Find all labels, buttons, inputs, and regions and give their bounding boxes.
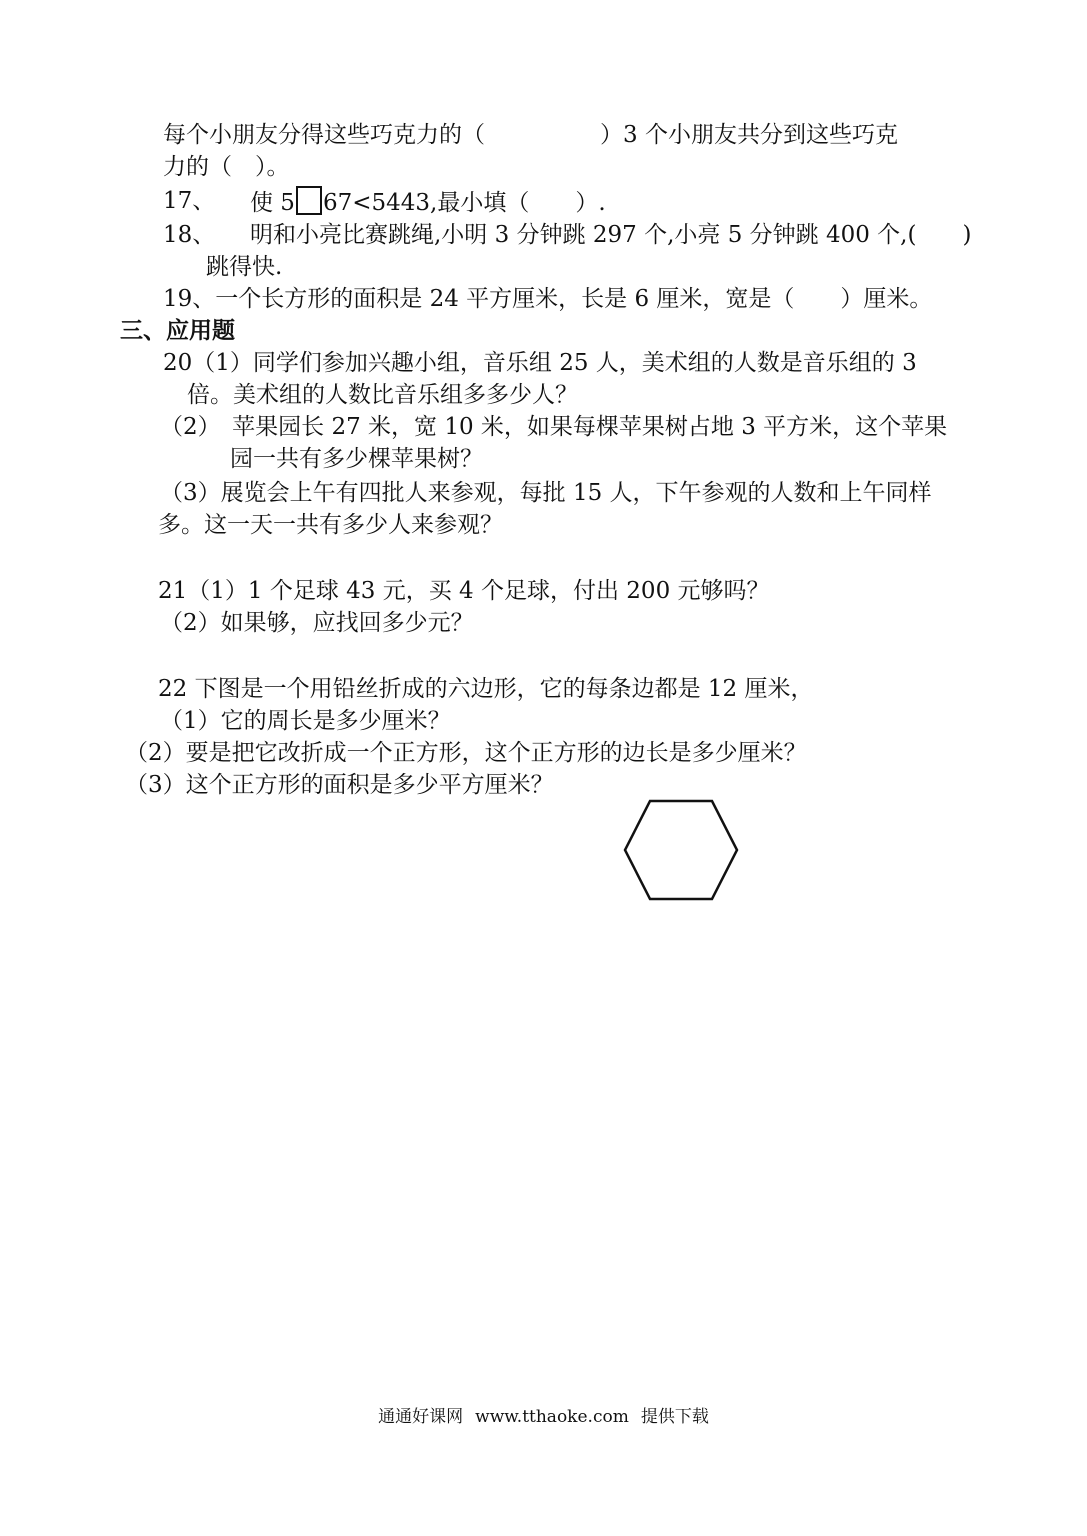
q18-line-2: 跳得快.: [206, 254, 283, 280]
q22-3-text: （3）这个正方形的面积是多少平方厘米？: [125, 772, 554, 798]
q19-text: 19、一个长方形的面积是 24 平方厘米，长是 6 厘米，宽是（ ）厘米。: [163, 286, 933, 312]
q20-2-line-1: （2） 苹果园长 27 米，宽 10 米，如果每棵苹果树占地 3 平方米，这个苹果: [160, 414, 948, 440]
q16-line-2: 力的（ ）。: [163, 154, 290, 180]
q20-1-line-2: 倍。美术组的人数比音乐组多多少人？: [187, 382, 578, 408]
q17-number: 17、: [163, 188, 216, 214]
q21-1-text: 21（1）1 个足球 43 元，买 4 个足球，付出 200 元够吗？: [158, 578, 770, 604]
q18-number: 18、: [163, 222, 216, 248]
footer-url[interactable]: www.tthaoke.com: [475, 1407, 629, 1427]
q22-text: 22 下图是一个用铅丝折成的六边形，它的每条边都是 12 厘米，: [158, 676, 814, 702]
page-footer: [0, 1406, 1087, 1428]
hexagon-shape: [625, 801, 737, 899]
answer-box: [296, 186, 322, 215]
q20-3-line-1: （3）展览会上午有四批人来参观，每批 15 人，下午参观的人数和上午同样: [160, 480, 932, 506]
hexagon-figure: [620, 796, 742, 904]
q16-line-1: 每个小朋友分得这些巧克力的（ ）3 个小朋友共分到这些巧克: [163, 122, 898, 148]
q20-1-line-1: 20（1）同学们参加兴趣小组，音乐组 25 人，美术组的人数是音乐组的 3: [163, 350, 917, 376]
q17-suffix: 67<5443,最小填（ ）.: [322, 190, 606, 216]
q17-text: [250, 186, 606, 218]
q20-2-line-2: 园一共有多少棵苹果树？: [230, 446, 483, 472]
q22-1-text: （1）它的周长是多少厘米？: [160, 708, 451, 734]
footer-tagline: 提供下载: [640, 1407, 709, 1427]
footer-site-name: 通通好课网: [378, 1407, 464, 1427]
q18-line-1: 明和小亮比赛跳绳,小明 3 分钟跳 297 个,小亮 5 分钟跳 400 个,( ): [250, 222, 972, 248]
q20-3-line-2: 多。这一天一共有多少人来参观？: [158, 512, 503, 538]
q21-2-text: （2）如果够，应找回多少元？: [160, 610, 474, 636]
section-heading-application: 三、应用题: [120, 317, 235, 344]
q22-2-text: （2）要是把它改折成一个正方形，这个正方形的边长是多少厘米？: [125, 740, 807, 766]
q17-prefix: 使 5: [250, 190, 295, 216]
